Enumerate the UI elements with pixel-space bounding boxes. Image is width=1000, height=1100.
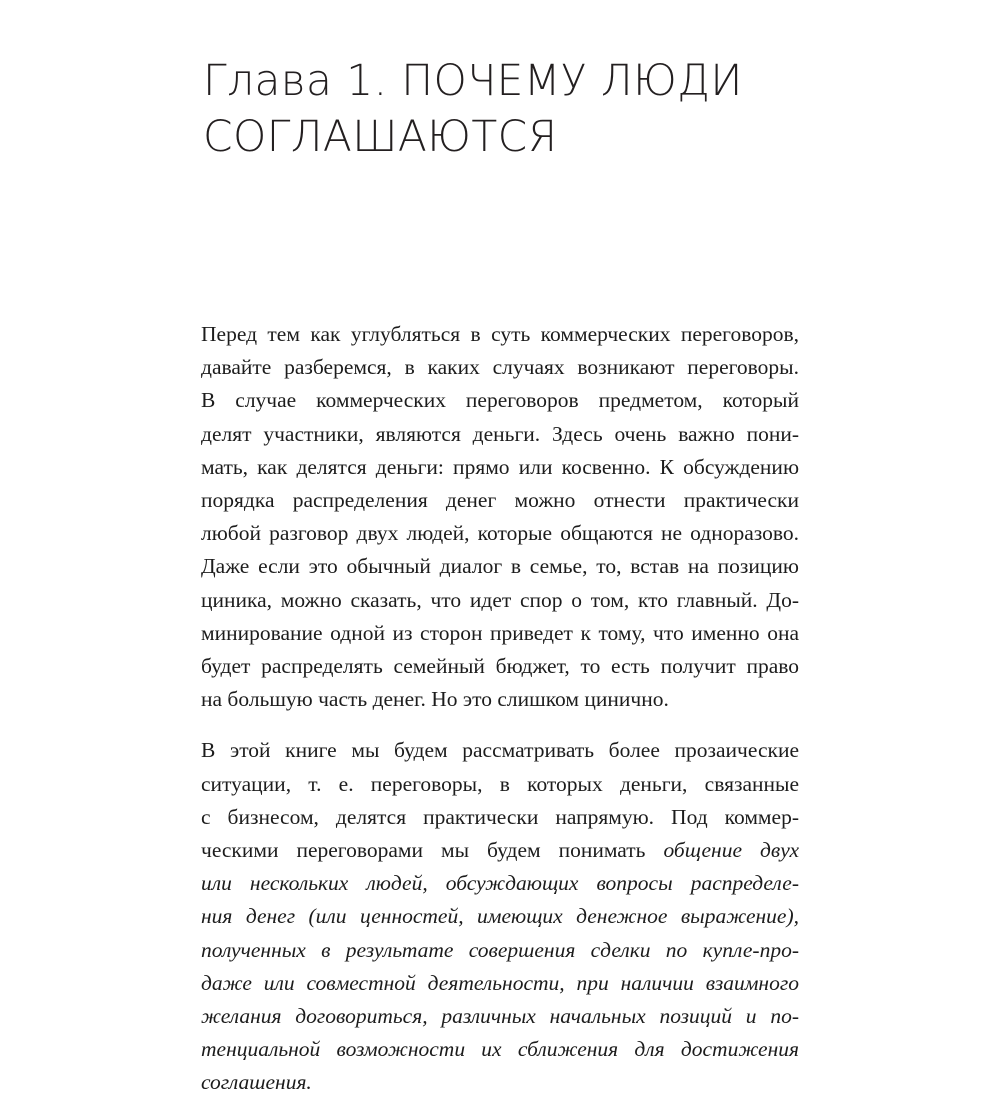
paragraph-1: [201, 318, 799, 716]
paragraph-1-line-11: будет распределять семейный бюджет, то есть получит право: [201, 654, 799, 679]
paragraph-1-line-9: циника, можно сказать, что идет спор о том, кто главный. До-: [201, 587, 799, 612]
paragraph-1-line-2: давайте разберемся, в каких случаях возникают переговоры.: [201, 355, 799, 380]
paragraph-2-line-9: желания договориться, различных начальных позиций и по-: [201, 1004, 799, 1029]
chapter-heading-line-1: Глава 1. ПОЧЕМУ ЛЮДИ: [203, 55, 743, 106]
paragraph-2-line-10: тенциальной возможности их сближения для достижения: [201, 1037, 799, 1062]
paragraph-2-line-8: даже или совместной деятельности, при наличии взаимного: [201, 970, 799, 995]
paragraph-2: [201, 734, 799, 1099]
paragraph-2-line-7: полученных в результате совершения сделки по купле-про-: [201, 937, 799, 962]
paragraph-2-line-2: ситуации, т. е. переговоры, в которых деньги, связанные: [201, 771, 799, 796]
paragraph-1-line-7: любой разговор двух людей, которые общаются не одноразово.: [201, 521, 799, 546]
paragraph-1-line-4: делят участники, являются деньги. Здесь очень важно пони-: [201, 421, 799, 446]
paragraph-1-line-3: В случае коммерческих переговоров предметом, который: [201, 388, 799, 413]
paragraph-2-line-4-roman: ческими переговорами мы будем понимать: [201, 838, 664, 863]
paragraph-1-line-12: на большую часть денег. Но это слишком цинично.: [201, 687, 669, 712]
chapter-heading: [203, 53, 814, 165]
paragraph-2-line-11: соглашения.: [201, 1070, 312, 1095]
paragraph-1-line-8: Даже если это обычный диалог в семье, то, встав на позицию: [201, 554, 799, 579]
paragraph-2-line-5: или нескольких людей, обсуждающих вопросы распределе-: [201, 871, 799, 896]
paragraph-1-line-5: мать, как делятся деньги: прямо или косвенно. К обсуждению: [201, 454, 799, 479]
paragraph-2-line-6: ния денег (или ценностей, имеющих денежное выражение),: [201, 904, 799, 929]
body-text: [201, 318, 799, 1100]
paragraph-1-line-10: минирование одной из сторон приведет к тому, что именно она: [201, 620, 799, 645]
paragraph-2-line-3: с бизнесом, делятся практически напрямую. Под коммер-: [201, 804, 799, 829]
paragraph-2-line-1: В этой книге мы будем рассматривать более прозаические: [201, 738, 799, 763]
paragraph-1-line-6: порядка распределения денег можно отнести практически: [201, 488, 799, 513]
paragraph-1-line-1: Перед тем как углубляться в суть коммерческих переговоров,: [201, 322, 799, 346]
definition-emphasis-start: общение двух: [663, 838, 799, 863]
paragraph-2-line-4: [201, 834, 799, 867]
chapter-heading-line-2: СОГЛАШАЮТСЯ: [203, 111, 558, 162]
